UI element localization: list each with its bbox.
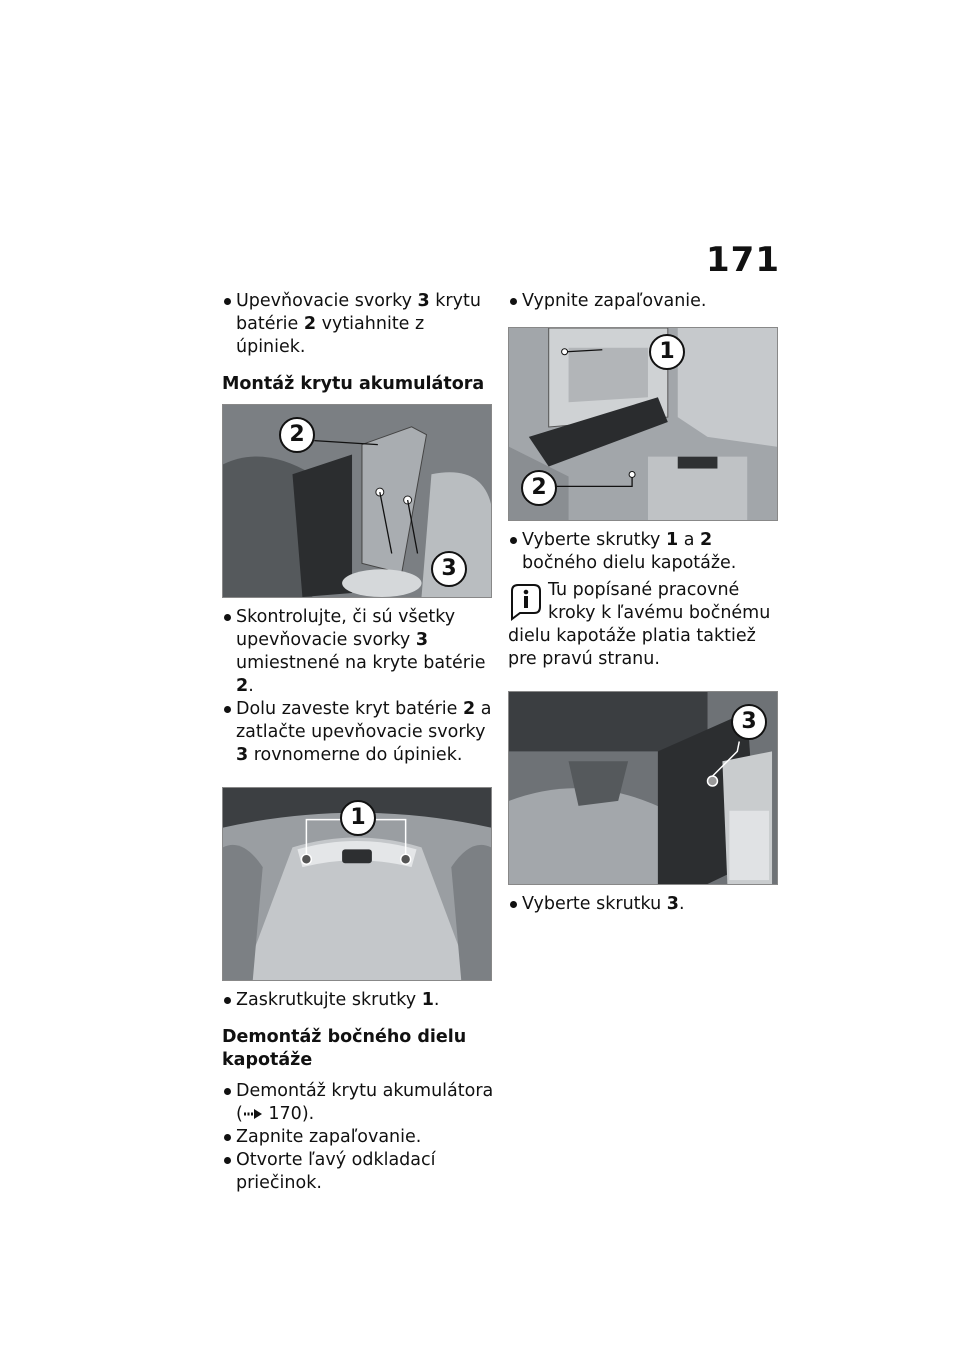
photo-battery-cover (222, 404, 492, 598)
right-column (508, 290, 780, 916)
callout-3: 3 (431, 551, 467, 587)
left-column (222, 290, 494, 1195)
callout-3: 3 (731, 704, 767, 740)
bullet-ignition-off: Vypnite zapaľovanie. (508, 290, 780, 313)
bullet-remove-screws-1-2: Vyberte skrutky 1 a 2 bočného dielu kapotáže. (508, 529, 780, 575)
callout-1: 1 (340, 800, 376, 836)
callout-2: 2 (521, 470, 557, 506)
bullet-remove-battery-cover: Demontáž krytu akumulátora ( 170). (222, 1080, 494, 1126)
callout-2: 2 (279, 417, 315, 453)
photo-screws-front (222, 787, 492, 981)
bullet-tighten-screws: Zaskrutkujte skrutky 1. (222, 989, 494, 1012)
bullet-open-storage: Otvorte ľavý odkladací priečinok. (222, 1149, 494, 1195)
heading-install-battery-cover: Montáž krytu akumulátora (222, 374, 485, 394)
page-number: 171 (706, 240, 780, 280)
bullet-hang-cover: Dolu zaveste kryt batérie 2 a zatlačte upevňovacie svorky 3 rovnomerne do úpiniek. (222, 698, 494, 767)
info-note: Tu popísané pracovné kroky k ľavému bočnému dielu kapotáže platia taktiež pre pravú stranu. (508, 580, 771, 669)
callout-1: 1 (649, 334, 685, 370)
photo-side-panel-screw-3 (508, 691, 778, 885)
bullet-remove-clips: Upevňovacie svorky 3 krytu batérie 2 vytiahnite z úpiniek. (222, 290, 494, 359)
bullet-check-clips: Skontrolujte, či sú všetky upevňovacie svorky 3 umiestnené na kryte batérie 2. (222, 606, 494, 698)
info-icon (508, 581, 542, 621)
bullet-ignition-on: Zapnite zapaľovanie. (222, 1126, 494, 1149)
bullet-remove-screw-3: Vyberte skrutku 3. (508, 893, 780, 916)
page-reference-arrow-icon (243, 1108, 263, 1120)
photo-side-panel-screws (508, 327, 778, 521)
heading-remove-side-panel: Demontáž bočného dielu kapotáže (222, 1027, 467, 1070)
